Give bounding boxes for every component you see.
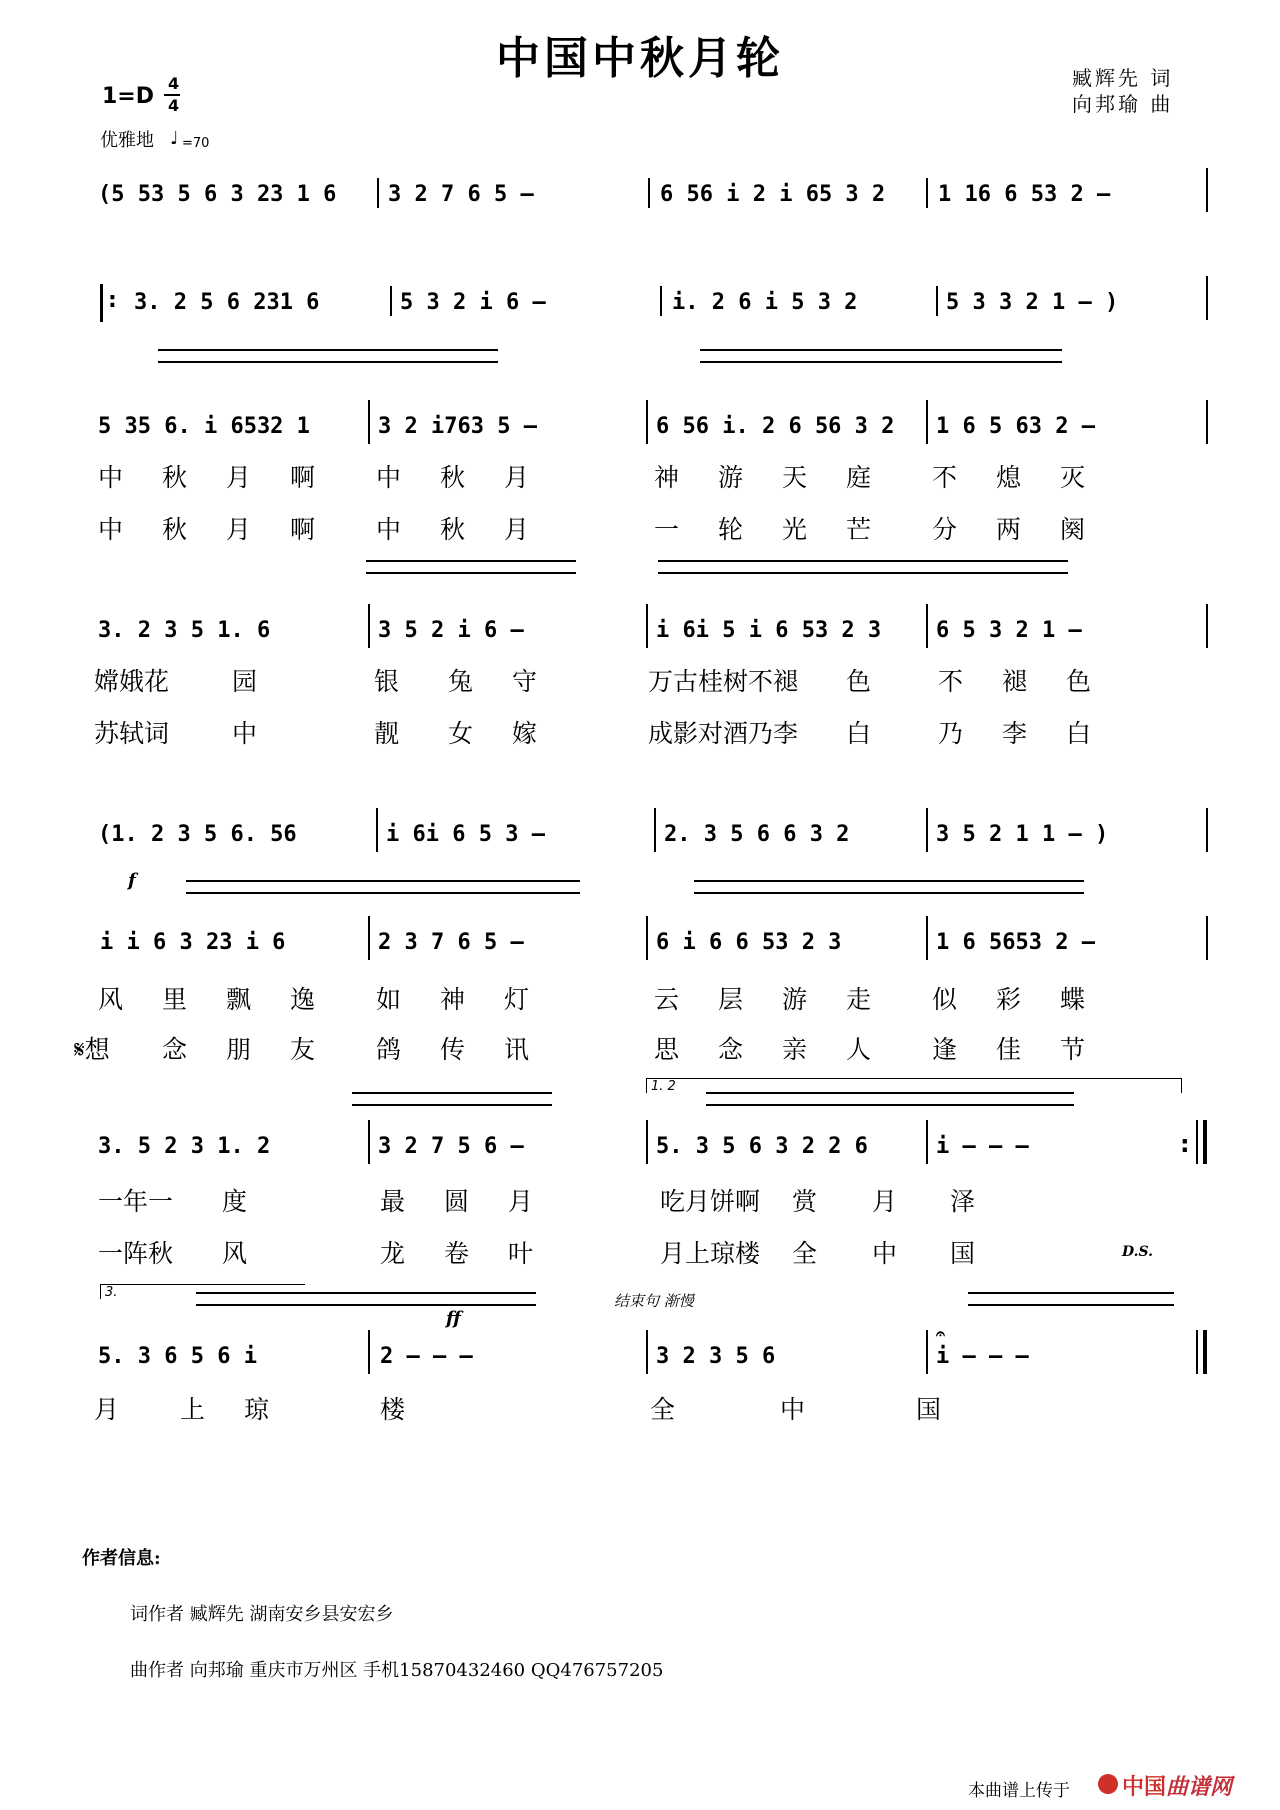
crescendo-line [186, 892, 580, 894]
bar: (1. 2 3 5 6. 56 [98, 822, 297, 847]
lyric-line-1b [98, 510, 1124, 546]
lyric-char: 月上琼楼 [660, 1239, 761, 1268]
brand-part-a: 中国 [1122, 1775, 1167, 1800]
lyric-char: 蝶 [1060, 985, 1086, 1014]
score-row-1 [0, 182, 1280, 222]
composer-info: 曲作者 向邦瑜 重庆市万州区 手机15870432460 QQ476757205 [130, 1660, 664, 1681]
lyric-char: 里 [162, 985, 188, 1014]
crescendo-line [658, 560, 1068, 562]
ending-tempo-note: 结束句 渐慢 [614, 1292, 694, 1310]
lyric-line-5 [94, 1390, 980, 1426]
dal-segno-mark: D.S. [1122, 1244, 1154, 1260]
lyric-char: 中 [780, 1395, 806, 1424]
bar: 6 56 i. 2 6 56 3 2 [656, 414, 895, 439]
bar: 1 16 6 53 2 – [938, 182, 1111, 207]
lyric-char: 佳 [996, 1035, 1022, 1064]
lyric-char: 全 [650, 1395, 676, 1424]
dynamic-fortissimo: ff [446, 1308, 461, 1329]
lyric-char: 上 [180, 1395, 206, 1424]
decrescendo-line [196, 1292, 536, 1294]
lyric-char: 银 [374, 667, 400, 696]
score-row-6 [0, 930, 1280, 970]
lyric-char: 兔 [448, 667, 474, 696]
author-info-heading: 作者信息: [82, 1548, 161, 1569]
lyric-line-1a [98, 458, 1124, 494]
lyric-char: 守 [512, 667, 538, 696]
lyric-char: 熄 [996, 463, 1022, 492]
time-signature-bottom: 4 [168, 96, 180, 115]
barline-end [1206, 604, 1208, 648]
repeat-end-dots: : [1180, 1130, 1190, 1158]
crescendo-line [658, 572, 1068, 574]
lyric-char: 褪 [1002, 667, 1028, 696]
barline [654, 808, 656, 852]
score-row-5 [0, 822, 1280, 862]
lyric-char: 白 [1066, 719, 1092, 748]
score-row-7 [0, 1130, 1280, 1174]
lyric-char: 色 [846, 667, 872, 696]
lyric-char: 白 [846, 719, 872, 748]
crescendo-line [700, 361, 1062, 363]
crescendo-line [158, 349, 498, 351]
bar: 3 5 2 i 6 – [378, 618, 524, 643]
lyric-char: 色 [1066, 667, 1092, 696]
lyric-char: 友 [290, 1035, 316, 1064]
crescendo-line [968, 1292, 1174, 1294]
lyric-char: 中 [232, 719, 258, 748]
lyric-char: 啊 [290, 463, 316, 492]
lyric-char: 成影对酒乃李 [648, 719, 799, 748]
bar: 1 6 5 63 2 – [936, 414, 1095, 439]
repeat-end-barline [1196, 1120, 1198, 1164]
lyric-char: 层 [718, 985, 744, 1014]
lyric-char: 两 [996, 515, 1022, 544]
lyricist-info: 词作者 臧辉先 湖南安乡县安宏乡 [130, 1604, 394, 1625]
lyric-char: 中 [872, 1239, 898, 1268]
crescendo-line [694, 880, 1084, 882]
barline [646, 916, 648, 960]
crescendo-line [694, 892, 1084, 894]
lyric-line-2b [94, 714, 1130, 750]
bar: 3. 2 5 6 231 6 [134, 290, 320, 315]
bar: i – – – [936, 1344, 1029, 1369]
bar: 2 – – – [380, 1344, 473, 1369]
decrescendo-line [196, 1304, 536, 1306]
lyric-char: 李 [1002, 719, 1028, 748]
lyric-char: 圆 [444, 1187, 470, 1216]
lyricist-credit: 臧辉先 词 [1072, 66, 1174, 90]
crescendo-line [158, 361, 498, 363]
volta-label: 3. [105, 1285, 118, 1300]
lyric-char: 分 [932, 515, 958, 544]
repeat-start-barline [100, 284, 103, 322]
bar: i. 2 6 i 5 3 2 [672, 290, 858, 315]
repeat-end-barline-thick [1203, 1120, 1207, 1164]
lyric-char: 赏 [792, 1187, 818, 1216]
barline [646, 604, 648, 648]
barline [660, 286, 662, 316]
lyric-char: 庭 [846, 463, 872, 492]
lyric-char: 乃 [938, 719, 964, 748]
barline-end [1206, 916, 1208, 960]
lyric-char: 中 [376, 515, 402, 544]
lyric-char: 人 [846, 1035, 872, 1064]
lyric-char: 天 [782, 463, 808, 492]
bar: 6 56 i 2 i 65 3 2 [660, 182, 886, 207]
lyric-line-4b [98, 1234, 1014, 1270]
lyric-char: 中 [98, 515, 124, 544]
tempo-value: =70 [182, 136, 210, 151]
lyric-char: 念 [162, 1035, 188, 1064]
lyric-char: 不 [932, 463, 958, 492]
bar: 3 2 3 5 6 [656, 1344, 776, 1369]
crescendo-line [366, 572, 576, 574]
bar: 5 3 3 2 1 – ) [946, 290, 1119, 315]
bar: i 6i 5 i 6 53 2 3 [656, 618, 882, 643]
bar: 5. 3 6 5 6 i [98, 1344, 257, 1369]
bar: 5 3 2 i 6 – [400, 290, 546, 315]
dynamic-forte: f [128, 870, 136, 891]
barline-end [1206, 808, 1208, 852]
lyric-char: 卷 [444, 1239, 470, 1268]
crescendo-line [706, 1104, 1074, 1106]
lyric-char: 月 [872, 1187, 898, 1216]
final-barline-thick [1203, 1330, 1207, 1374]
quarter-note-icon: ♩ [170, 128, 179, 149]
bar: i – – – [936, 1134, 1029, 1159]
bar: 5 35 6. i 6532 1 [98, 414, 310, 439]
crescendo-line [352, 1092, 552, 1094]
bar: 2. 3 5 6 6 3 2 [664, 822, 850, 847]
lyric-char: 嫦娥花 [94, 667, 170, 696]
lyric-char: 最 [380, 1187, 406, 1216]
barline [390, 286, 392, 316]
repeat-dots: : [108, 288, 117, 313]
barline [926, 1120, 928, 1164]
barline [926, 1330, 928, 1374]
lyric-char: 灭 [1060, 463, 1086, 492]
final-barline [1196, 1330, 1198, 1374]
barline [926, 916, 928, 960]
lyric-char: 楼 [380, 1395, 406, 1424]
lyric-char: 风 [222, 1239, 248, 1268]
lyric-char: 彩 [996, 985, 1022, 1014]
lyric-char: 亲 [782, 1035, 808, 1064]
lyric-char: 神 [440, 985, 466, 1014]
barline [936, 286, 938, 316]
bar: 3. 5 2 3 1. 2 [98, 1134, 271, 1159]
bar: 5. 3 5 6 3 2 2 6 [656, 1134, 868, 1159]
barline [926, 604, 928, 648]
lyric-char: 琼 [244, 1395, 270, 1424]
lyric-char: 万古桂树不褪 [648, 667, 799, 696]
barline [368, 1330, 370, 1374]
crescendo-line [186, 880, 580, 882]
site-brand[interactable] [1122, 1770, 1232, 1801]
lyric-char: 光 [782, 515, 808, 544]
lyric-char: 嫁 [512, 719, 538, 748]
lyric-char: 吃月饼啊 [660, 1187, 761, 1216]
volta-bracket-1-2 [646, 1078, 1182, 1093]
lyric-char: 苏轼词 [94, 719, 170, 748]
bar: 3 2 7 5 6 – [378, 1134, 524, 1159]
lyric-char: 轮 [718, 515, 744, 544]
lyric-char: 全 [792, 1239, 818, 1268]
volta-label: 1. 2 [651, 1079, 676, 1094]
lyric-char: 秋 [440, 515, 466, 544]
bar: 3 5 2 1 1 – ) [936, 822, 1109, 847]
lyric-char: 园 [232, 667, 258, 696]
lyric-line-2a [94, 662, 1130, 698]
crescendo-line [700, 349, 1062, 351]
lyric-line-4a [98, 1182, 1014, 1218]
lyric-char: 鸽 [376, 1035, 402, 1064]
barline [646, 1330, 648, 1374]
lyric-char: 月 [508, 1187, 534, 1216]
lyric-char: 中 [376, 463, 402, 492]
lyric-char: 讯 [504, 1035, 530, 1064]
score-row-8 [0, 1324, 1280, 1384]
lyric-char: 啊 [290, 515, 316, 544]
bar: (5 53 5 6 3 23 1 6 [98, 182, 337, 207]
lyric-char: 逢 [932, 1035, 958, 1064]
lyric-char: 风 [98, 985, 124, 1014]
site-logo-icon [1098, 1774, 1118, 1794]
lyric-char: 月 [94, 1395, 120, 1424]
lyric-char: 月 [226, 463, 252, 492]
barline-end [1206, 276, 1208, 320]
bar: 3. 2 3 5 1. 6 [98, 618, 271, 643]
lyric-char: 秋 [162, 463, 188, 492]
lyric-char: 传 [440, 1035, 466, 1064]
score-row-2 [0, 290, 1280, 330]
lyric-char: 叶 [508, 1239, 534, 1268]
barline [926, 400, 928, 444]
tempo-word: 优雅地 [100, 130, 154, 151]
barline [368, 916, 370, 960]
lyric-char: 月 [504, 463, 530, 492]
barline-end [1206, 400, 1208, 444]
barline [377, 178, 379, 208]
upload-note: 本曲谱上传于 [968, 1781, 1070, 1801]
lyric-char: 神 [654, 463, 680, 492]
lyric-char: 不 [938, 667, 964, 696]
lyric-char: 芒 [846, 515, 872, 544]
score-row-4 [0, 618, 1280, 658]
barline [926, 808, 928, 852]
crescendo-line [968, 1304, 1174, 1306]
lyric-char: 游 [782, 985, 808, 1014]
lyric-char: 一阵秋 [98, 1239, 174, 1268]
barline-end [1206, 168, 1208, 212]
lyric-char: 秋 [162, 515, 188, 544]
score-row-3 [0, 414, 1280, 454]
lyric-char: 一 [654, 515, 680, 544]
bar: 3 2 i763 5 – [378, 414, 537, 439]
lyric-char: 秋 [440, 463, 466, 492]
lyric-char: 念 [718, 1035, 744, 1064]
barline [926, 178, 928, 208]
lyric-char: 逸 [290, 985, 316, 1014]
lyric-char: 灯 [504, 985, 530, 1014]
bar: 6 5 3 2 1 – [936, 618, 1082, 643]
lyric-char: 月 [504, 515, 530, 544]
bar: 3 2 7 6 5 – [388, 182, 534, 207]
lyric-char: 游 [718, 463, 744, 492]
bar: i 6i 6 5 3 – [386, 822, 545, 847]
key-signature: 1=D [102, 84, 155, 109]
lyric-line-3a [98, 980, 1124, 1016]
barline [368, 400, 370, 444]
lyric-char: 似 [932, 985, 958, 1014]
lyric-char: 一年一 [98, 1187, 174, 1216]
time-signature-top: 4 [168, 74, 180, 93]
lyric-char: 靓 [374, 719, 400, 748]
barline [646, 400, 648, 444]
bar: 1 6 5653 2 – [936, 930, 1095, 955]
fermata-icon: 𝄐 [936, 1324, 945, 1343]
lyric-char: 国 [916, 1395, 942, 1424]
lyric-char: 龙 [380, 1239, 406, 1268]
lyric-char: 如 [376, 985, 402, 1014]
lyric-char: 阕 [1060, 515, 1086, 544]
lyric-char: 女 [448, 719, 474, 748]
page-title: 中国中秋月轮 [496, 33, 784, 84]
lyric-char: 节 [1060, 1035, 1086, 1064]
lyric-char: 月 [226, 515, 252, 544]
lyric-char: 走 [846, 985, 872, 1014]
barline [646, 1120, 648, 1164]
lyric-char: 云 [654, 985, 680, 1014]
barline [368, 1120, 370, 1164]
composer-credit: 向邦瑜 曲 [1072, 92, 1174, 116]
bar: 6 i 6 6 53 2 3 [656, 930, 842, 955]
lyric-char: 国 [950, 1239, 976, 1268]
lyric-char: 飘 [226, 985, 252, 1014]
barline [368, 604, 370, 648]
bar: i i 6 3 23 i 6 [100, 930, 286, 955]
lyric-char: 𝄋想 [74, 1035, 110, 1064]
lyric-char: 泽 [950, 1187, 976, 1216]
crescendo-line [366, 560, 576, 562]
barline [648, 178, 650, 208]
lyric-char: 度 [222, 1187, 248, 1216]
barline [376, 808, 378, 852]
lyric-char: 中 [98, 463, 124, 492]
lyric-char: 朋 [226, 1035, 252, 1064]
lyric-line-3b [74, 1030, 1124, 1066]
crescendo-line [352, 1104, 552, 1106]
bar: 2 3 7 6 5 – [378, 930, 524, 955]
brand-part-b: 曲谱网 [1166, 1775, 1233, 1800]
lyric-char: 思 [654, 1035, 680, 1064]
